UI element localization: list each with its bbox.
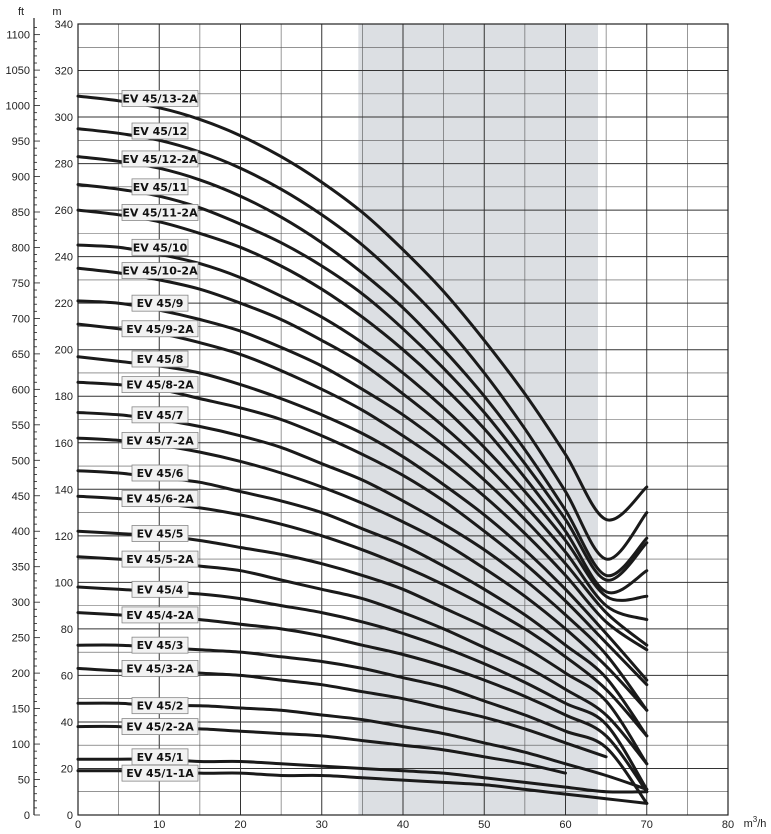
curve-label (132, 407, 188, 423)
ft-tick-label: 250 (11, 632, 30, 645)
curve-label-text: EV 45/11 (132, 180, 188, 194)
curve-label-text: EV 45/3-2A (126, 662, 194, 676)
y-tick-label: 280 (54, 158, 73, 171)
curve-label-text: EV 45/2 (136, 699, 184, 713)
curve-label (132, 637, 188, 653)
curve-label-text: EV 45/9-2A (126, 322, 194, 336)
y-tick-label: 320 (54, 65, 73, 78)
ft-tick-label: 750 (11, 277, 30, 290)
curve-label (132, 581, 188, 597)
curve-label (122, 151, 198, 167)
ft-tick-label: 350 (11, 561, 30, 574)
curve-label-text: EV 45/10-2A (122, 264, 198, 278)
curve-label (122, 719, 198, 735)
curve-label (122, 90, 198, 106)
curve-label-text: EV 45/6 (136, 467, 184, 481)
ft-tick-label: 300 (11, 597, 30, 610)
ft-tick-label: 1100 (6, 29, 30, 42)
curve-label-text: EV 45/1 (136, 750, 184, 764)
x-tick-label: 40 (396, 819, 410, 831)
curve-label-text: EV 45/13-2A (122, 92, 198, 106)
ft-tick-label: 550 (11, 419, 30, 432)
curve-label (132, 239, 188, 255)
y-tick-label: 200 (54, 344, 73, 357)
curve-label-text: EV 45/12-2A (122, 152, 198, 166)
y-tick-label: 220 (54, 298, 73, 311)
curve-label-text: EV 45/4-2A (126, 608, 194, 622)
curve-label-text: EV 45/11-2A (122, 206, 198, 220)
curve-label-text: EV 45/7-2A (126, 434, 194, 448)
ft-tick-label: 150 (11, 703, 30, 716)
ft-tick-label: 1000 (5, 100, 30, 113)
ft-tick-label: 650 (11, 348, 30, 361)
ft-tick-label: 400 (11, 526, 30, 539)
y-tick-label: 180 (54, 391, 73, 404)
curve-label (122, 377, 198, 393)
ft-tick-label: 450 (11, 490, 30, 503)
ft-tick-label: 900 (11, 171, 30, 184)
ft-tick-label: 950 (11, 136, 30, 149)
curve-labels (122, 90, 198, 781)
ft-tick-label: 50 (17, 774, 30, 787)
y-tick-label: 0 (66, 810, 73, 822)
ft-tick-label: 700 (11, 313, 30, 326)
y-tick-label: 160 (54, 437, 73, 450)
x-tick-label: 50 (478, 819, 491, 831)
ft-tick-label: 800 (11, 242, 30, 255)
y-tick-label: 100 (54, 577, 73, 590)
m-axis-unit: m (52, 6, 62, 18)
x-tick-label: 10 (153, 819, 166, 831)
curve-label-text: EV 45/5-2A (126, 553, 194, 567)
x-tick-label: 30 (315, 819, 328, 831)
ft-tick-label: 100 (11, 739, 30, 752)
curve-label-text: EV 45/8-2A (126, 378, 194, 392)
curve-label (132, 123, 188, 139)
x-tick-label: 60 (559, 819, 572, 831)
curve-label (132, 179, 188, 195)
curve-label (132, 525, 188, 541)
ft-tick-label: 0 (23, 810, 30, 822)
curve-label (122, 660, 198, 676)
y-tick-label: 60 (60, 670, 73, 683)
y-tick-label: 260 (54, 205, 73, 218)
curve-label-text: EV 45/7 (136, 408, 184, 422)
curve-label-text: EV 45/6-2A (126, 492, 194, 506)
curve-label-text: EV 45/5 (136, 527, 184, 541)
y-tick-label: 140 (54, 484, 73, 497)
curve-label-text: EV 45/3 (136, 639, 184, 653)
y-tick-label: 40 (60, 716, 73, 729)
ft-tick-label: 500 (11, 455, 30, 468)
curve-label (122, 432, 198, 448)
x-axis-unit: $m^3/h$ (743, 815, 767, 830)
curve-label-text: EV 45/12 (132, 125, 188, 139)
ft-tick-label: 200 (11, 668, 30, 681)
curve-label (122, 321, 198, 337)
y-tick-label: 80 (60, 623, 73, 636)
curve-label-text: EV 45/1-1A (126, 767, 194, 781)
curve-label-text: EV 45/10 (132, 241, 188, 255)
x-tick-label: 70 (640, 819, 653, 831)
y-tick-label: 300 (54, 112, 73, 125)
curve-label (122, 607, 198, 623)
curve-label (132, 465, 188, 481)
x-tick-label: 0 (74, 819, 82, 831)
ft-tick-label: 600 (11, 384, 30, 397)
curve-label-text: EV 45/9 (136, 297, 184, 311)
ft-tick-label: 850 (11, 206, 30, 219)
curve-label-text: EV 45/4 (136, 583, 184, 597)
curve-label (132, 351, 188, 367)
ft-tick-label: 1050 (5, 65, 30, 78)
ft-axis-unit: ft (17, 6, 25, 18)
curve-label (122, 263, 198, 279)
curve-label (122, 551, 198, 567)
curve-label (132, 698, 188, 714)
curve-label (122, 491, 198, 507)
y-tick-label: 340 (54, 19, 73, 31)
x-tick-label: 20 (234, 819, 247, 831)
curve-label-text: EV 45/8 (136, 353, 184, 367)
curve-label (132, 749, 188, 765)
curve-label (122, 765, 198, 781)
curve-label (132, 295, 188, 311)
curve-label-text: EV 45/2-2A (126, 720, 194, 734)
y-tick-label: 120 (54, 530, 73, 543)
x-tick-label: 80 (721, 819, 735, 831)
y-tick-label: 240 (54, 251, 73, 264)
y-tick-label: 20 (60, 763, 73, 776)
curve-label (122, 204, 198, 220)
